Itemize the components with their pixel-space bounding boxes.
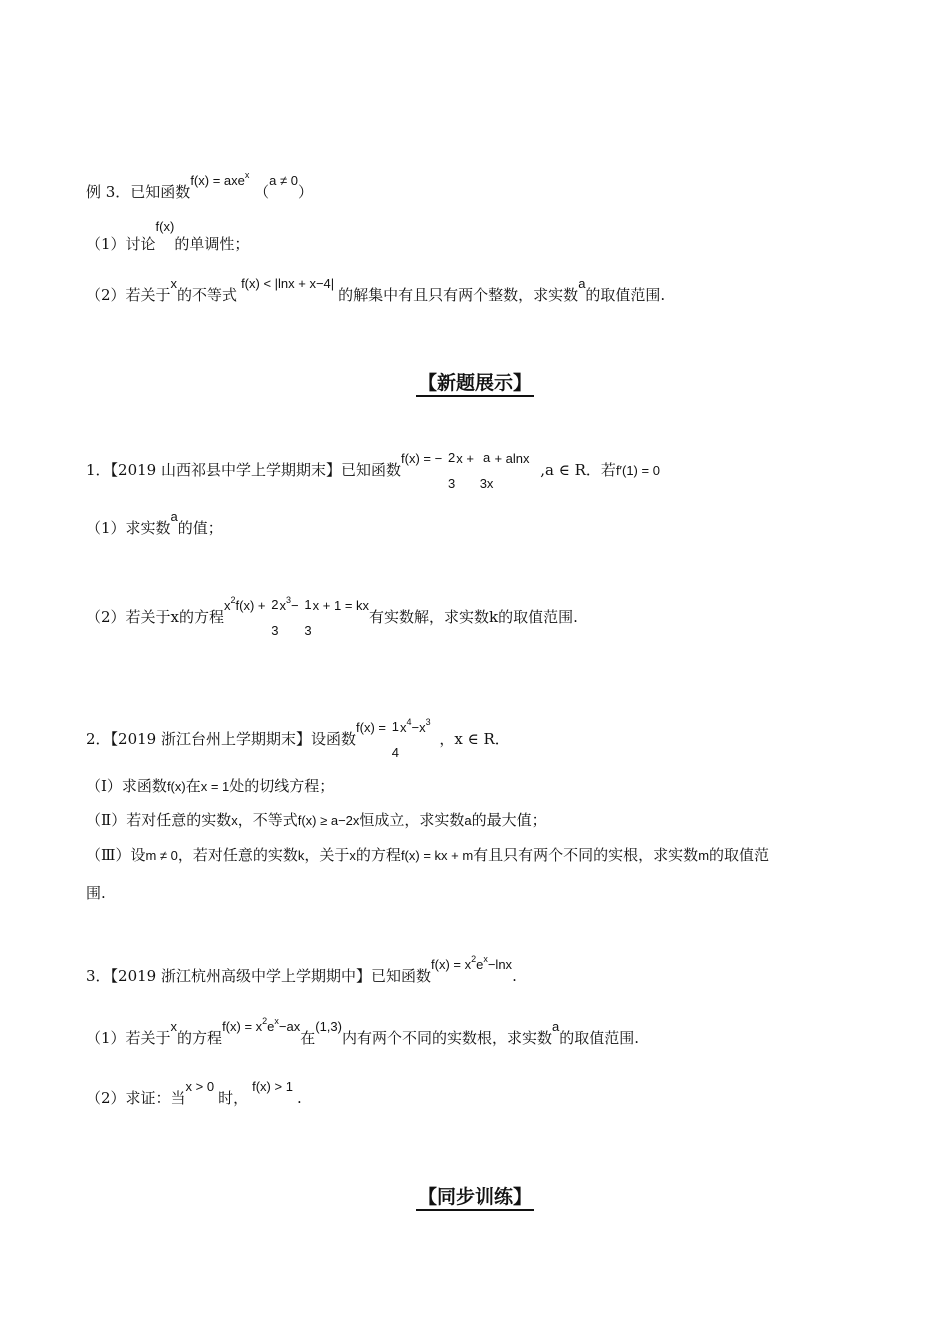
problem2-question2: （Ⅱ）若对任意的实数x，不等式f(x) ≥ a−2x恒成立，求实数a的最大值； bbox=[86, 811, 547, 829]
problem2-question3-continued: 围. bbox=[86, 884, 106, 902]
example3-statement: 例 3．已知函数f(x) = axe$^x$ （a ≠ 0） bbox=[86, 170, 313, 201]
example3-function: f(x) = axe$^x$ bbox=[190, 170, 250, 188]
fraction: a 3x bbox=[479, 450, 494, 491]
section-heading-new: 【新题展示】 bbox=[0, 368, 950, 395]
fraction: 2 3 bbox=[271, 597, 279, 638]
problem3-statement: 3．【2019 浙江杭州高级中学上学期期中】已知函数$f(x) = x^2e^x-\ln x$. bbox=[86, 954, 517, 985]
fraction: 1 4 bbox=[391, 719, 399, 760]
example3-part1: （1）讨论f(x)的单调性； bbox=[86, 219, 250, 253]
problem3-question1: （1）若关于x的方程$f(x) = x^2e^x-ax$在(1,3)内有两个不同的实数根，求实数a的取值范围. bbox=[86, 1016, 640, 1047]
fraction: 1 3 bbox=[304, 597, 312, 638]
problem2-question3: （Ⅲ）设m ≠ 0，若对任意的实数k，关于x的方程f(x) = kx + m有且只有两个不同的实根，求实数m的取值范 bbox=[86, 846, 770, 864]
problem3-question2: （2）求证：当x > 0时，f(x) > 1. bbox=[86, 1079, 302, 1107]
fraction: 2 3 bbox=[447, 450, 456, 491]
section-heading-sync: 【同步训练】 bbox=[0, 1182, 950, 1209]
problem1-question2: （2）若关于x的方程$x^2f(x)$ + 2 3 $x^3-$ 1 3 x + 1 = kx有实数解，求实数k的取值范围. bbox=[86, 592, 578, 644]
example3-part2: （2）若关于x的不等式f(x) < |lnx + x−4|的解集中有且只有两个整数，求实数a的取值范围. bbox=[86, 276, 666, 304]
problem1-statement: 1．【2019 山西祁县中学上学期期末】已知函数f(x) = − 2 3 x + a 3x + alnx ,a ∈ R．若f′(1) = 0 bbox=[86, 445, 660, 497]
problem2-statement: 2．【2019 浙江台州上学期期末】设函数f(x) = 1 4 $x^4-x^3$ ，x ∈ R． bbox=[86, 714, 510, 766]
problem2-question1: （Ⅰ）求函数f(x)在x = 1处的切线方程； bbox=[86, 777, 335, 795]
example3-condition: a ≠ 0 bbox=[269, 173, 298, 188]
problem1-question1: （1）求实数a的值； bbox=[86, 509, 223, 537]
